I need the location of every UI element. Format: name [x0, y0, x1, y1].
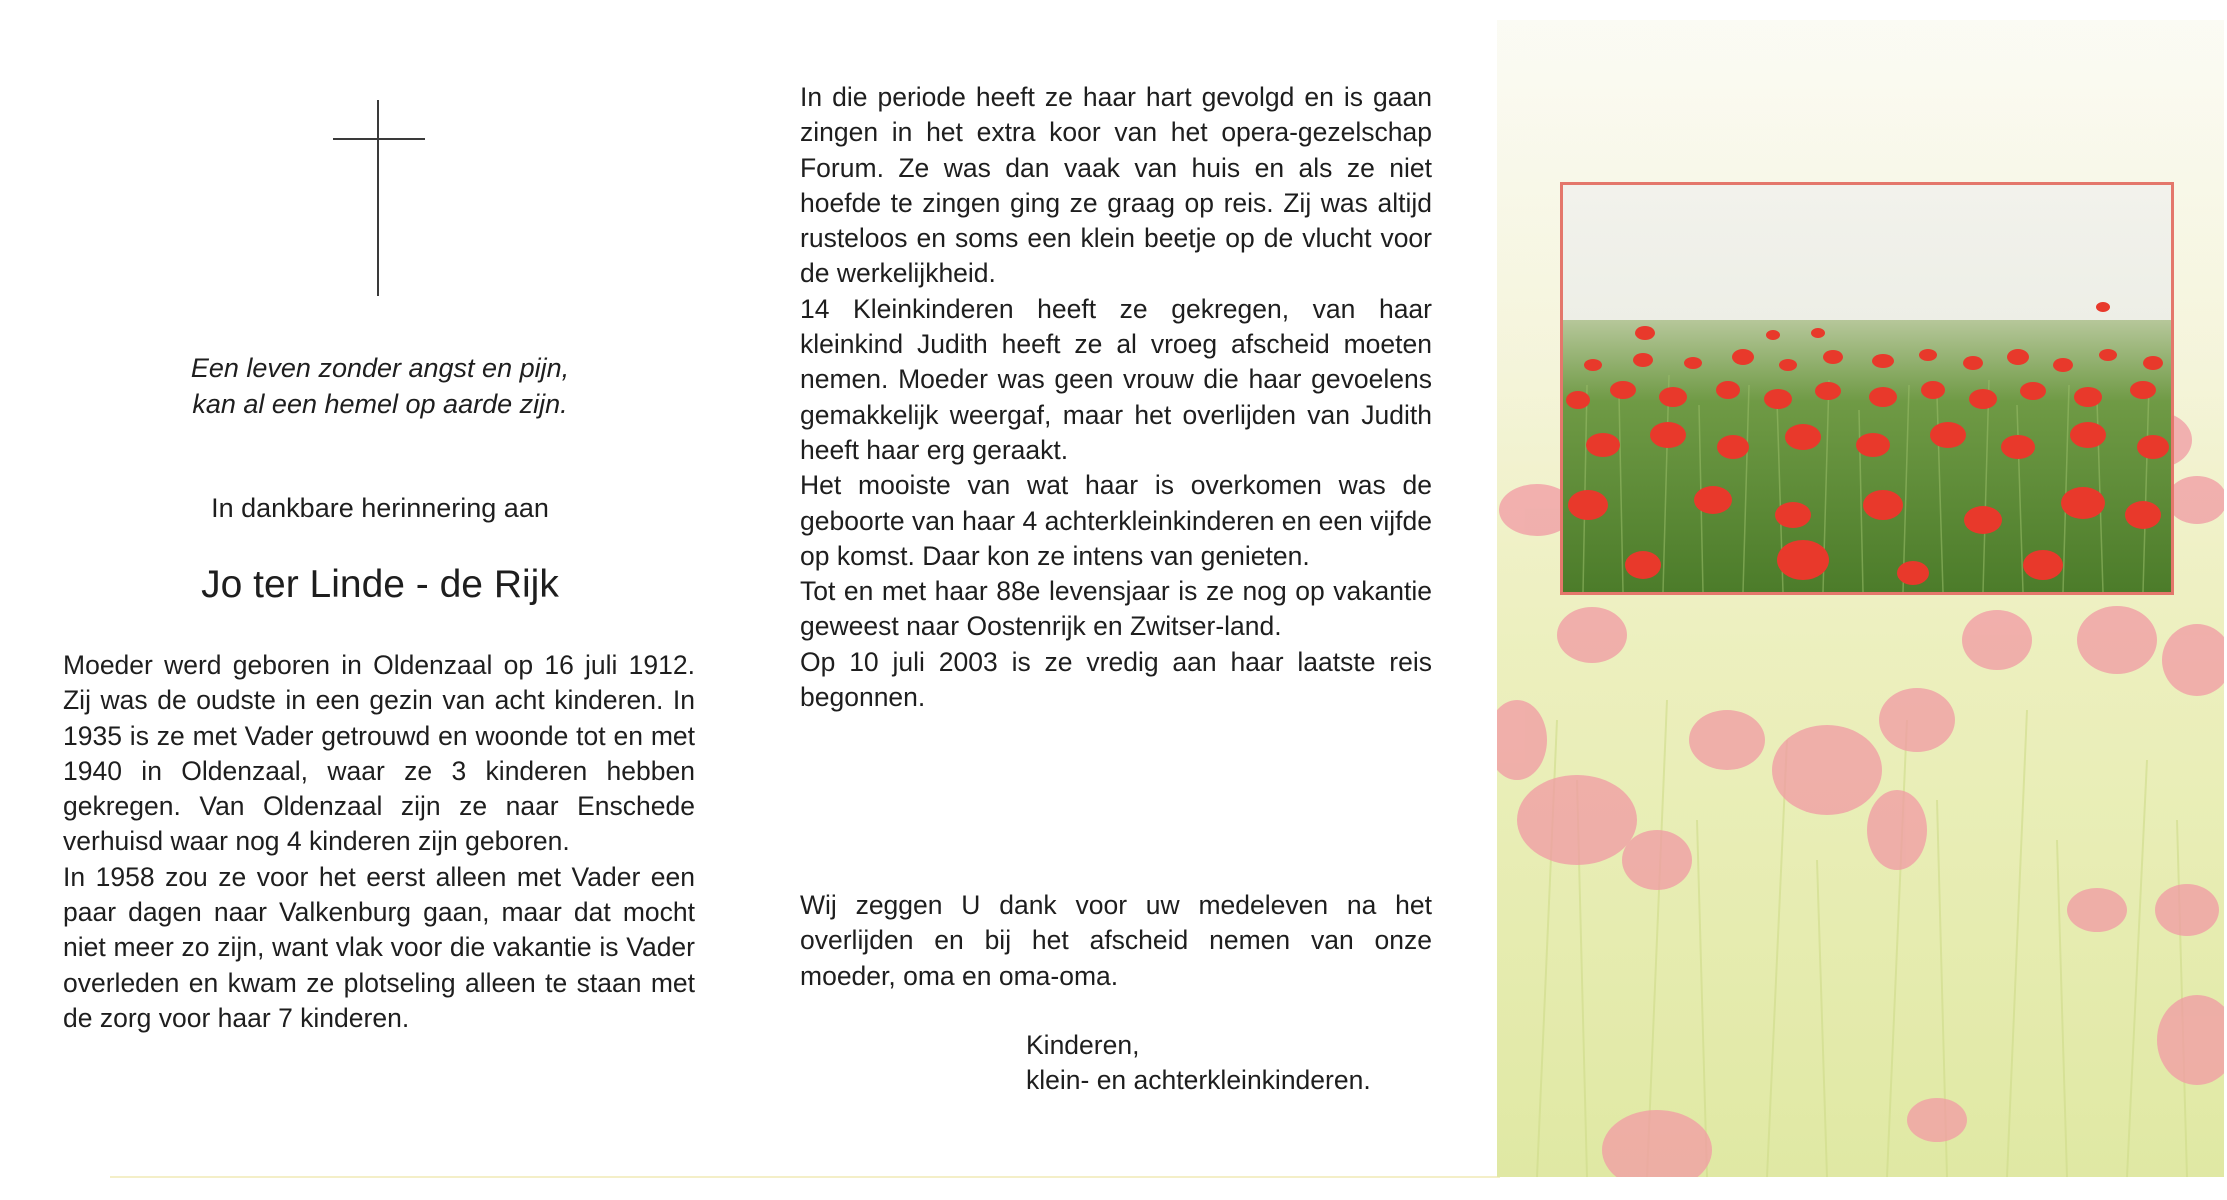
paragraph: Het mooiste van wat haar is overkomen was de geboorte van haar 4 achterkleinkinderen en een vijfde op komst. Daar kon ze intens van genieten. — [800, 470, 1433, 571]
signature-line: Kinderen, — [1026, 1030, 1140, 1060]
intro-text: In dankbare herinnering aan — [211, 493, 549, 523]
deceased-name: Jo ter Linde - de Rijk — [201, 563, 559, 606]
signature-line: klein- en achterkleinkinderen. — [1026, 1065, 1371, 1096]
paragraph: Op 10 juli 2003 is ze vredig aan haar laatste reis begonnen. — [800, 646, 1432, 713]
poem-line: kan al een hemel op aarde zijn. — [192, 389, 568, 419]
paragraph: Tot en met haar 88e levensjaar is ze nog op vakantie geweest naar Oostenrijk en Zwitser-land. — [800, 576, 1432, 642]
paragraph: 14 Kleinkinderen heeft ze gekregen, van haar kleinkind Judith heeft ze al vroeg afscheid moeten nemen. Moeder was geen vrouw die haar gevoelens gemakkelijk weergaf, maar het overlijden van Judith heeft haar erg geraakt. — [800, 293, 1432, 465]
thanks-text: Wij zeggen U dank voor uw medeleven na het overlijden en bij het afscheid nemen van onze moeder, oma en oma-oma. — [800, 890, 1432, 991]
paragraph: Moeder werd geboren in Oldenzaal op 16 juli 1912. Zij was de oudste in een gezin van acht kinderen. In 1935 is ze met Vader getrouwd en woonde tot en met 1940 in Oldenzaal, waar ze 3 kinderen hebben gekregen. Van Oldenzaal zijn ze naar Enschede verhuisd waar nog 4 kinderen zijn geboren. — [63, 650, 695, 857]
biography-middle — [800, 80, 1432, 715]
page-divider — [110, 1176, 1500, 1178]
cross-icon — [333, 100, 425, 296]
poppy-field-photo — [1560, 182, 2174, 595]
memorial-poem — [60, 350, 700, 422]
paragraph: In die periode heeft ze haar hart gevolgd en is gaan zingen in het extra koor van het opera-gezelschap Forum. Ze was dan vaak van huis en als ze niet hoefde te zingen ging ze graag op reis. Zij was altijd rusteloos en soms een klein beetje op de vlucht voor de werkelijkheid. — [800, 82, 1432, 289]
signature — [1026, 1028, 1371, 1099]
poppy-field-illustration — [1563, 185, 2171, 592]
poem-line: Een leven zonder angst en pijn, — [190, 353, 570, 383]
biography-left — [63, 648, 695, 1036]
paragraph: In 1958 zou ze voor het eerst alleen met Vader een paar dagen naar Valkenburg gaan, maar dat mocht niet meer zo zijn, want vlak voor die vakantie is Vader overleden en kwam ze plotseling alleen te staan met de zorg voor haar 7 kinderen. — [63, 861, 695, 1033]
